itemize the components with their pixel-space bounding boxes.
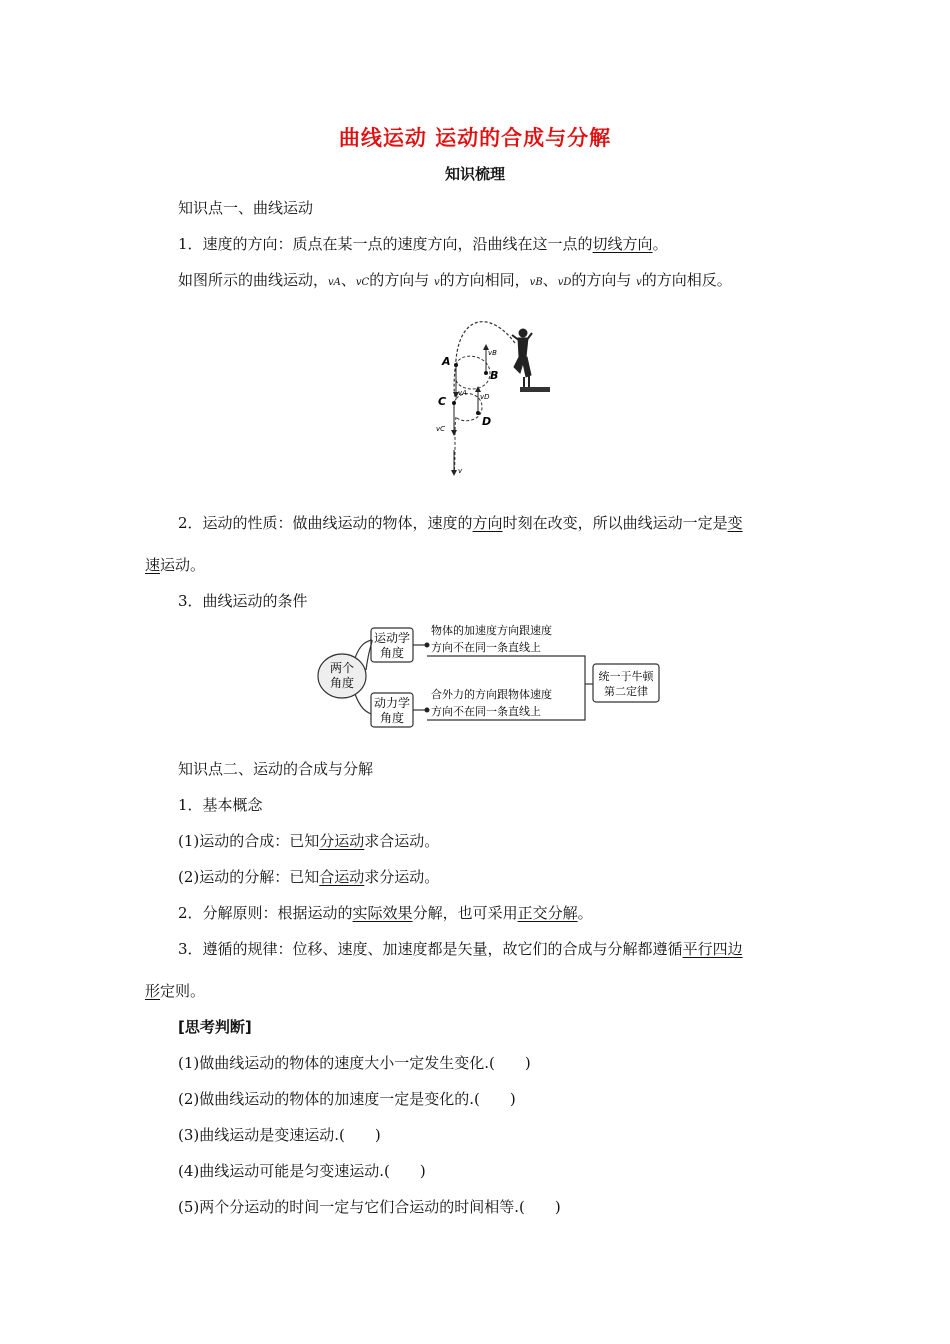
label-c: C bbox=[438, 395, 447, 408]
kp2-item3 bbox=[178, 938, 743, 959]
text: 时刻在改变，所以曲线运动一定是 bbox=[502, 514, 728, 532]
symbol-vC: vC bbox=[355, 277, 370, 288]
point-b bbox=[484, 371, 488, 375]
top-text-line1: 物体的加速度方向跟速度 bbox=[431, 624, 552, 637]
text: 求分运动。 bbox=[364, 868, 440, 886]
kp1-item2 bbox=[178, 512, 743, 533]
text: 的方向相反。 bbox=[641, 271, 732, 289]
text: 2．分解原则：根据运动的 bbox=[178, 904, 353, 922]
answer-blank: 切线方向 bbox=[592, 235, 653, 253]
top-node-line1: 运动学 bbox=[373, 631, 411, 645]
answer-blank: 实际效果 bbox=[352, 904, 413, 922]
text: 定则。 bbox=[160, 982, 206, 1000]
bottom-node-line1: 动力学 bbox=[373, 696, 411, 710]
symbol-v: v bbox=[636, 277, 642, 288]
think-item-4: (4)曲线运动可能是匀变速运动.( ) bbox=[178, 1162, 426, 1180]
right-node-line1: 统一于牛顿 bbox=[598, 670, 654, 683]
kp2-sub1 bbox=[178, 830, 439, 851]
answer-blank: 方向 bbox=[472, 514, 503, 532]
text: 运动。 bbox=[160, 556, 206, 574]
section-subtitle: 知识梳理 bbox=[444, 165, 505, 183]
text: 的方向相同， bbox=[439, 271, 530, 289]
bottom-text-line2: 方向不在同一条直线上 bbox=[431, 705, 541, 718]
point-c bbox=[452, 401, 456, 405]
point-d bbox=[476, 411, 480, 415]
center-node-line2: 角度 bbox=[329, 676, 355, 690]
symbol-v: v bbox=[434, 277, 440, 288]
kp1-item1 bbox=[178, 233, 668, 254]
center-node-line1: 两个 bbox=[329, 661, 355, 675]
text: 、 bbox=[542, 271, 558, 289]
answer-blank: 分运动 bbox=[319, 832, 365, 850]
label-vB: vB bbox=[488, 349, 497, 357]
text: 如图所示的曲线运动， bbox=[178, 271, 329, 289]
kp2-sub2 bbox=[178, 866, 439, 887]
answer-blank: 形 bbox=[145, 982, 161, 1000]
kp1-item2-cont bbox=[145, 554, 205, 575]
text: 。 bbox=[577, 904, 593, 922]
answer-blank: 变 bbox=[727, 514, 743, 532]
kp1-item3: 3．曲线运动的条件 bbox=[178, 592, 308, 610]
dot bbox=[425, 643, 430, 648]
text: 。 bbox=[652, 235, 668, 253]
answer-blank: 正交分解 bbox=[517, 904, 578, 922]
figure-caption bbox=[178, 269, 732, 290]
diving-board bbox=[520, 387, 550, 392]
bottom-node-line2: 角度 bbox=[379, 711, 405, 725]
symbol-vB: vB bbox=[529, 277, 543, 288]
symbol-vD: vD bbox=[557, 277, 572, 288]
dot bbox=[425, 708, 430, 713]
connector-bottom-curve bbox=[355, 694, 371, 714]
bottom-text-line1: 合外力的方向跟物体速度 bbox=[431, 688, 552, 701]
think-item-3: (3)曲线运动是变速运动.( ) bbox=[178, 1126, 381, 1144]
text: 3．遵循的规律：位移、速度、加速度都是矢量，故它们的合成与分解都遵循 bbox=[178, 940, 683, 958]
think-item-2: (2)做曲线运动的物体的加速度一定是变化的.( ) bbox=[178, 1090, 516, 1108]
label-b: B bbox=[490, 369, 499, 382]
diver-trajectory-figure bbox=[420, 305, 560, 480]
right-node-line2: 第二定律 bbox=[604, 685, 648, 698]
label-v: v bbox=[458, 467, 463, 475]
kp1-heading: 知识点一、曲线运动 bbox=[178, 199, 314, 217]
kp2-heading: 知识点二、运动的合成与分解 bbox=[178, 760, 374, 778]
text: 1．速度的方向：质点在某一点的速度方向，沿曲线在这一点的 bbox=[178, 235, 593, 253]
text: 分解，也可采用 bbox=[412, 904, 518, 922]
kp2-item3-cont bbox=[145, 980, 205, 1001]
point-a bbox=[454, 363, 458, 367]
text: 的方向与 bbox=[571, 271, 637, 289]
label-vD: vD bbox=[480, 393, 490, 401]
think-item-5: (5)两个分运动的时间一定与它们合运动的时间相等.( ) bbox=[178, 1198, 561, 1216]
text: (1)运动的合成：已知 bbox=[178, 832, 320, 850]
symbol-vA: vA bbox=[328, 277, 341, 288]
text: 、 bbox=[340, 271, 356, 289]
label-vA: vA bbox=[458, 389, 467, 397]
label-a: A bbox=[442, 355, 451, 368]
answer-blank: 平行四边 bbox=[682, 940, 743, 958]
diver-icon bbox=[512, 329, 532, 387]
think-item-1: (1)做曲线运动的物体的速度大小一定发生变化.( ) bbox=[178, 1054, 531, 1072]
top-text-line2: 方向不在同一条直线上 bbox=[431, 641, 541, 654]
bracket bbox=[580, 656, 585, 720]
think-heading: [思考判断] bbox=[178, 1018, 252, 1036]
answer-blank: 合运动 bbox=[319, 868, 365, 886]
label-vC: vC bbox=[436, 425, 446, 433]
page-title: 曲线运动 运动的合成与分解 bbox=[338, 126, 612, 150]
conditions-diagram bbox=[315, 620, 665, 730]
text: 求合运动。 bbox=[364, 832, 440, 850]
top-node-line2: 角度 bbox=[379, 646, 405, 660]
text: 的方向与 bbox=[369, 271, 434, 289]
label-d: D bbox=[482, 415, 492, 428]
text: 2．运动的性质：做曲线运动的物体，速度的 bbox=[178, 514, 473, 532]
answer-blank: 速 bbox=[145, 556, 161, 574]
text: (2)运动的分解：已知 bbox=[178, 868, 320, 886]
kp2-item2 bbox=[178, 902, 593, 923]
kp2-item1: 1．基本概念 bbox=[178, 796, 263, 814]
